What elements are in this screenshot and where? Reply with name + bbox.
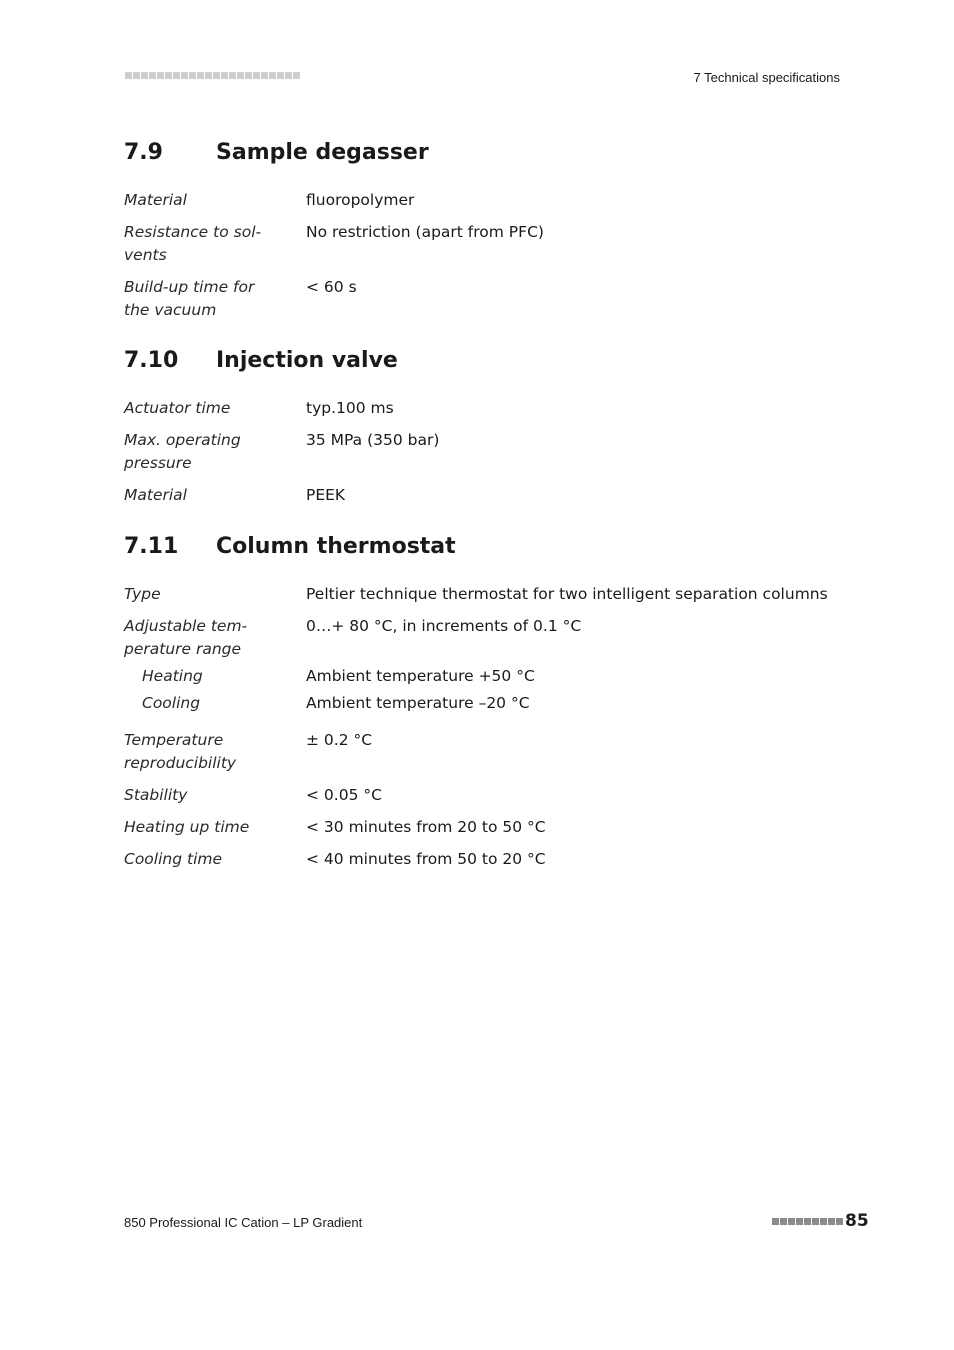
spec-label: Material: [124, 191, 187, 209]
section-column-thermostat: [124, 534, 844, 871]
page-number: 85: [845, 1211, 869, 1231]
section-number: 7.11: [124, 534, 179, 559]
spec-row: [124, 397, 844, 420]
spec-row: [124, 189, 844, 212]
spec-label: Build-up time for the vacuum: [124, 278, 255, 319]
spec-row-sub: [124, 665, 844, 688]
spec-value: Ambient temperature +50 °C: [306, 667, 535, 685]
spec-row: [124, 615, 844, 661]
section-sample-degasser: [124, 140, 844, 322]
spec-label: Heating up time: [124, 818, 250, 836]
spec-label: Resistance to sol- vents: [124, 223, 262, 264]
spec-label: Max. operating pressure: [124, 431, 241, 472]
section-number: 7.10: [124, 348, 179, 373]
spec-row: [124, 816, 844, 839]
spec-row: [124, 583, 844, 606]
spec-label: Cooling time: [124, 850, 223, 868]
section-number: 7.9: [124, 140, 163, 165]
running-header-chapter: 7 Technical specifications: [693, 70, 840, 85]
spec-label: Temperature reproducibility: [124, 731, 237, 772]
spec-label: Material: [124, 486, 187, 504]
spec-row: [124, 276, 844, 322]
spec-value: Peltier technique thermostat for two intelligent separation columns: [306, 585, 828, 603]
section-heading: [124, 348, 844, 378]
spec-row: [124, 784, 844, 807]
spec-label: Actuator time: [124, 399, 231, 417]
spec-value: 0…+ 80 °C, in increments of 0.1 °C: [306, 617, 582, 635]
section-title: Injection valve: [216, 348, 398, 373]
section-title: Column thermostat: [216, 534, 456, 559]
spec-value: < 40 minutes from 50 to 20 °C: [306, 850, 546, 868]
spec-label: Cooling: [142, 694, 201, 712]
spec-value: < 0.05 °C: [306, 786, 382, 804]
spec-value: Ambient temperature –20 °C: [306, 694, 530, 712]
spec-value: 35 MPa (350 bar): [306, 431, 440, 449]
footer-decoration: [772, 1218, 843, 1225]
section-heading: [124, 140, 844, 170]
spec-row: [124, 848, 844, 871]
section-injection-valve: [124, 348, 844, 507]
spec-value: typ.100 ms: [306, 399, 394, 417]
spec-value: fluoropolymer: [306, 191, 415, 209]
spec-label: Heating: [142, 667, 203, 685]
section-heading: [124, 534, 844, 564]
spec-row: [124, 484, 844, 507]
spec-label: Adjustable tem- perature range: [124, 617, 248, 658]
spec-value: No restriction (apart from PFC): [306, 223, 544, 241]
spec-row: [124, 729, 844, 775]
header-decoration: [125, 72, 300, 79]
footer-product-name: 850 Professional IC Cation – LP Gradient: [124, 1215, 363, 1230]
section-title: Sample degasser: [216, 140, 429, 165]
spec-value: ± 0.2 °C: [306, 731, 373, 749]
spec-label: Stability: [124, 786, 188, 804]
spec-label: Type: [124, 585, 161, 603]
spec-value: < 30 minutes from 20 to 50 °C: [306, 818, 546, 836]
spec-row: [124, 221, 844, 267]
spec-value: < 60 s: [306, 278, 357, 296]
spec-row: [124, 429, 844, 475]
spec-row-sub: [124, 692, 844, 715]
spec-value: PEEK: [306, 486, 346, 504]
